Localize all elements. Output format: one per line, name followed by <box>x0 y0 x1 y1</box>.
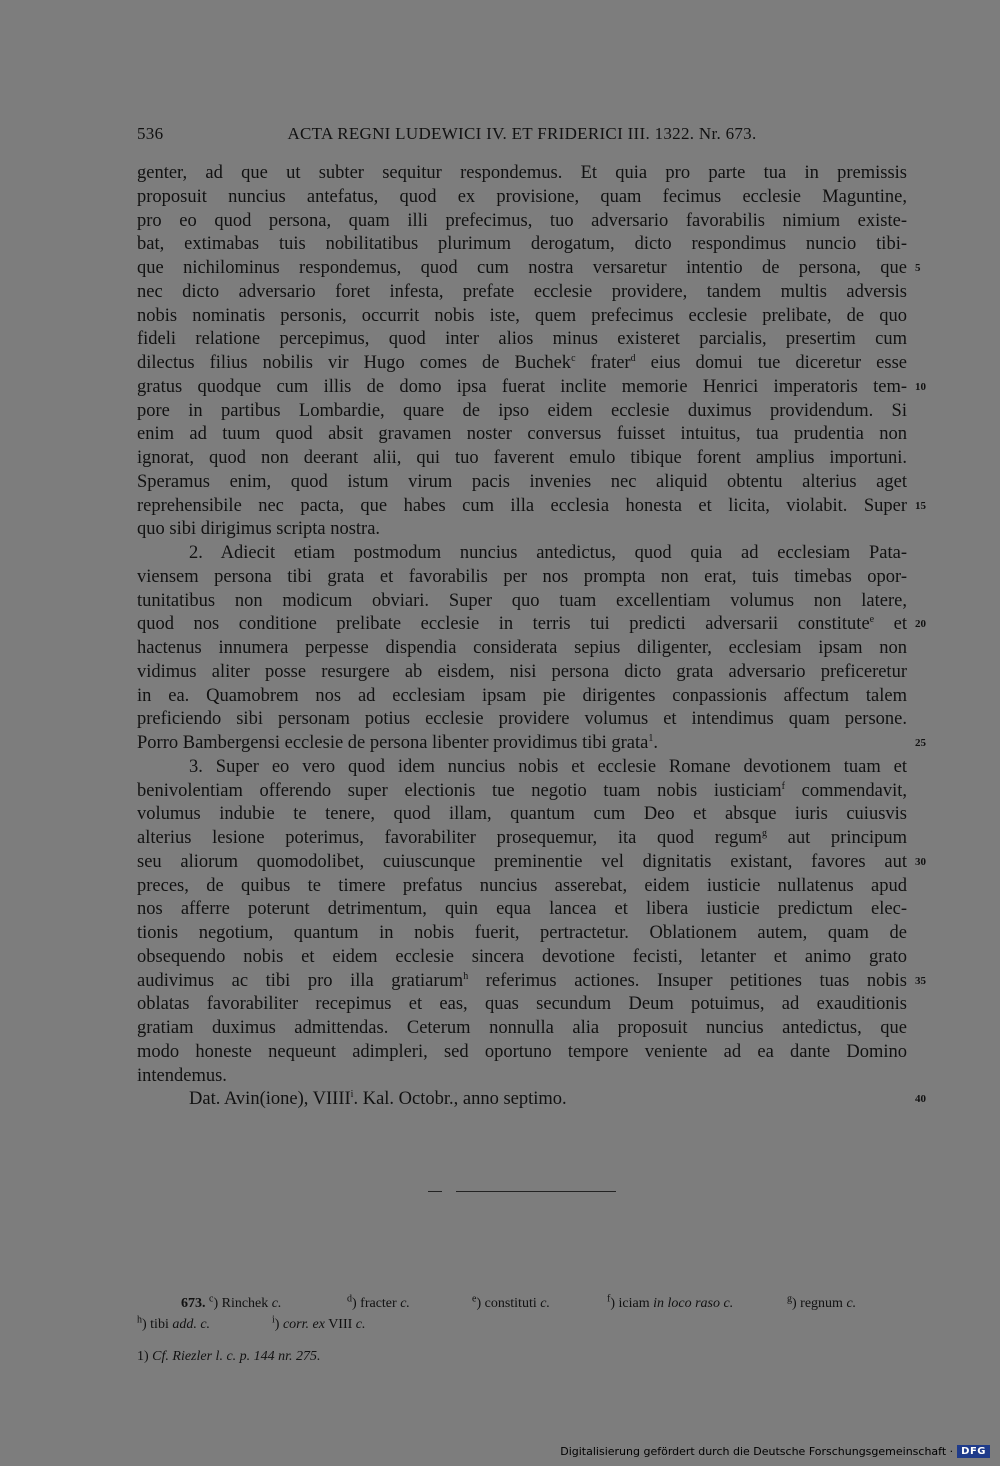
text-line: volumus indubie te tenere, quod illam, quantum cum Deo et absque iuris cuiusvis <box>137 804 907 825</box>
text-line: preficiendo sibi personam potius ecclesie providere volumus et intendimus quam persone. <box>137 709 907 730</box>
text-line: dilectus filius nobilis vir Hugo comes de Buchek$^c$ frater$^d$ eius domui tue diceretur esse <box>137 352 907 373</box>
dfg-logo: DFG <box>957 1445 990 1458</box>
page-number: 536 <box>137 124 164 143</box>
text-line: pore in partibus Lombardie, quare de ipso eidem ecclesie duximus providendum. Si <box>137 400 907 421</box>
text-line: in ea. Quamobrem nos ad ecclesiam ipsam pie dirigentes conpassionis affectum talem <box>137 685 907 706</box>
text-line: genter, ad que ut subter sequitur respondemus. Et quia pro parte tua in premissis <box>137 163 907 183</box>
text-line: hactenus innumera perpesse dispendia considerata sepius diligenter, ecclesiam ipsam non <box>137 638 907 658</box>
text-line: nec dicto adversario foret infesta, prefate ecclesie providere, tandem multis adversis <box>137 281 907 302</box>
line-number: 30 <box>915 855 926 868</box>
apparatus-note: $^f$) iciam in loco raso c. <box>607 1293 734 1311</box>
text-line: Dat. Avin(ione), VIIII$^i$. Kal. Octobr., anno septimo. 40 <box>137 1088 907 1112</box>
text-line: nos afferre poterunt detrimentum, quin equa lancea et libera iusticie predictum elec- <box>137 899 907 920</box>
text-line: quod nos conditione prelibate ecclesie in terris tui predicti adversarii constitute$^e$ et 20 <box>137 613 907 637</box>
reference-footnote: 1) Cf. Riezler l. c. p. 144 nr. 275. <box>137 1349 321 1364</box>
apparatus-row <box>137 1314 907 1335</box>
text-line: intendemus. <box>137 1065 227 1086</box>
apparatus-note: $^e$) constituti c. <box>472 1293 550 1311</box>
text-line: gratiam duximus admittendas. Ceterum nonnulla alia proposuit nuncius antedictus, que <box>137 1018 907 1038</box>
text-line: vidimus aliter posse resurgere ab eisdem, nisi persona dicto grata adversario preficeretur <box>137 661 907 682</box>
text-line: fideli relatione percepimus, quod inter alios minus existeret parcialis, presertim cum <box>137 329 907 350</box>
text-line: tionis negotium, quantum in nobis fuerit, pertractetur. Oblationem autem, quam de <box>137 923 907 943</box>
text-line: proposuit nuncius antefatus, quod ex provisione, quam fecimus ecclesie Maguntine, <box>137 186 907 207</box>
apparatus-note: 673. $^c$) Rinchek c. <box>181 1293 282 1311</box>
text-line: enim ad tuum quod absit gravamen noster conversus fuisset intuitus, tua prudentia non <box>137 424 907 445</box>
text-line: audivimus ac tibi pro illa gratiarum$^h$ referimus actiones. Insuper petitiones tuas nobis 35 <box>137 970 907 994</box>
text-line: 3. Super eo vero quod idem nuncius nobis et ecclesie Romane devotionem tuam et <box>189 756 907 777</box>
text-line: ignorat, quod non deerant alii, qui tuo faverent emulo tibique forent amplius importuni. <box>137 448 907 468</box>
funding-note <box>560 1442 990 1460</box>
text-line: oblatas favorabiliter recepimus et eas, quas secundum Deum potuimus, ad exauditionis <box>137 994 907 1015</box>
text-line: benivolentiam offerendo super electionis tue negotio tuam nobis iusticiam$^f$ commendavit, <box>137 780 907 801</box>
apparatus-row <box>137 1293 907 1314</box>
line-number: 10 <box>915 380 926 393</box>
apparatus-note: $^g$) regnum c. <box>787 1293 857 1311</box>
text-line: bat, extimabas tuis nobilitatibus plurimum derogatum, dicto respondimus nuncio tibi- <box>137 234 907 255</box>
section-divider <box>428 1191 616 1203</box>
running-title: ACTA REGNI LUDEWICI IV. ET FRIDERICI III. 1322. Nr. 673. <box>287 124 757 143</box>
text-line: viensem persona tibi grata et favorabilis per nos prompta non erat, tuis timebas opor- <box>137 566 907 587</box>
text-line: Porro Bambergensi ecclesie de persona libenter providimus tibi grata$^1$. 25 <box>137 732 907 756</box>
text-line: pro eo quod persona, quam illi prefecimus, tuo adversario favorabilis nimium existe- <box>137 210 907 231</box>
line-number: 20 <box>915 618 926 631</box>
text-line: preces, de quibus te timere prefatus nuncius asserebat, eidem iusticie nullatenus apud <box>137 875 907 896</box>
text-line: modo honeste nequeunt adimpleri, sed oportuno tempore veniente ad ea dante Domino <box>137 1041 907 1062</box>
line-number: 15 <box>915 499 926 512</box>
line-number: 40 <box>915 1093 926 1106</box>
line-number: 5 <box>915 262 921 274</box>
funding-text: Digitalisierung gefördert durch die Deutsche Forschungsgemeinschaft · <box>560 1444 954 1458</box>
text-line: nobis nominatis personis, occurrit nobis iste, quem prefecimus ecclesie prelibate, de quo <box>137 305 907 326</box>
main-text <box>137 162 926 1112</box>
text-line: seu aliorum quomodolibet, cuiuscunque preminentie vel dignitatis existant, favores aut 30 <box>137 851 907 875</box>
text-line: 2. Adiecit etiam postmodum nuncius antedictus, quod quia ad ecclesiam Pata- <box>189 543 907 563</box>
text-line: quo sibi dirigimus scripta nostra. <box>137 519 381 540</box>
text-line: que nichilominus respondemus, quod cum nostra versaretur intentio de persona, que 5 <box>137 257 907 281</box>
line-number: 35 <box>915 974 926 987</box>
critical-apparatus <box>137 1293 907 1335</box>
text-line: tunitatibus non modicum obviari. Super quo tuam excellentiam volumus non latere, <box>137 590 907 611</box>
apparatus-note: $^i$) corr. ex VIII c. <box>272 1314 366 1332</box>
apparatus-note: $^d$) fracter c. <box>347 1293 410 1311</box>
text-line: alterius lesione poterimus, favorabiliter prosequemur, ita quod regum$^g$ aut principum <box>137 827 907 848</box>
text-line: obsequendo nobis et eidem ecclesie sincera devotione fecisti, letanter et animo grato <box>137 946 907 967</box>
line-number: 25 <box>915 737 926 749</box>
apparatus-note: $^h$) tibi add. c. <box>137 1314 211 1332</box>
text-line: gratus quodque cum illis de domo ipsa fuerat inclite memorie Henrici imperatoris tem- 10 <box>137 376 907 400</box>
text-line: Speramus enim, quod istum virum pacis invenies nec aliquid obtentu alterius aget <box>137 471 907 492</box>
text-line: reprehensibile nec pacta, que habes cum illa ecclesia honesta et licita, violabit. Super 15 <box>137 495 907 519</box>
